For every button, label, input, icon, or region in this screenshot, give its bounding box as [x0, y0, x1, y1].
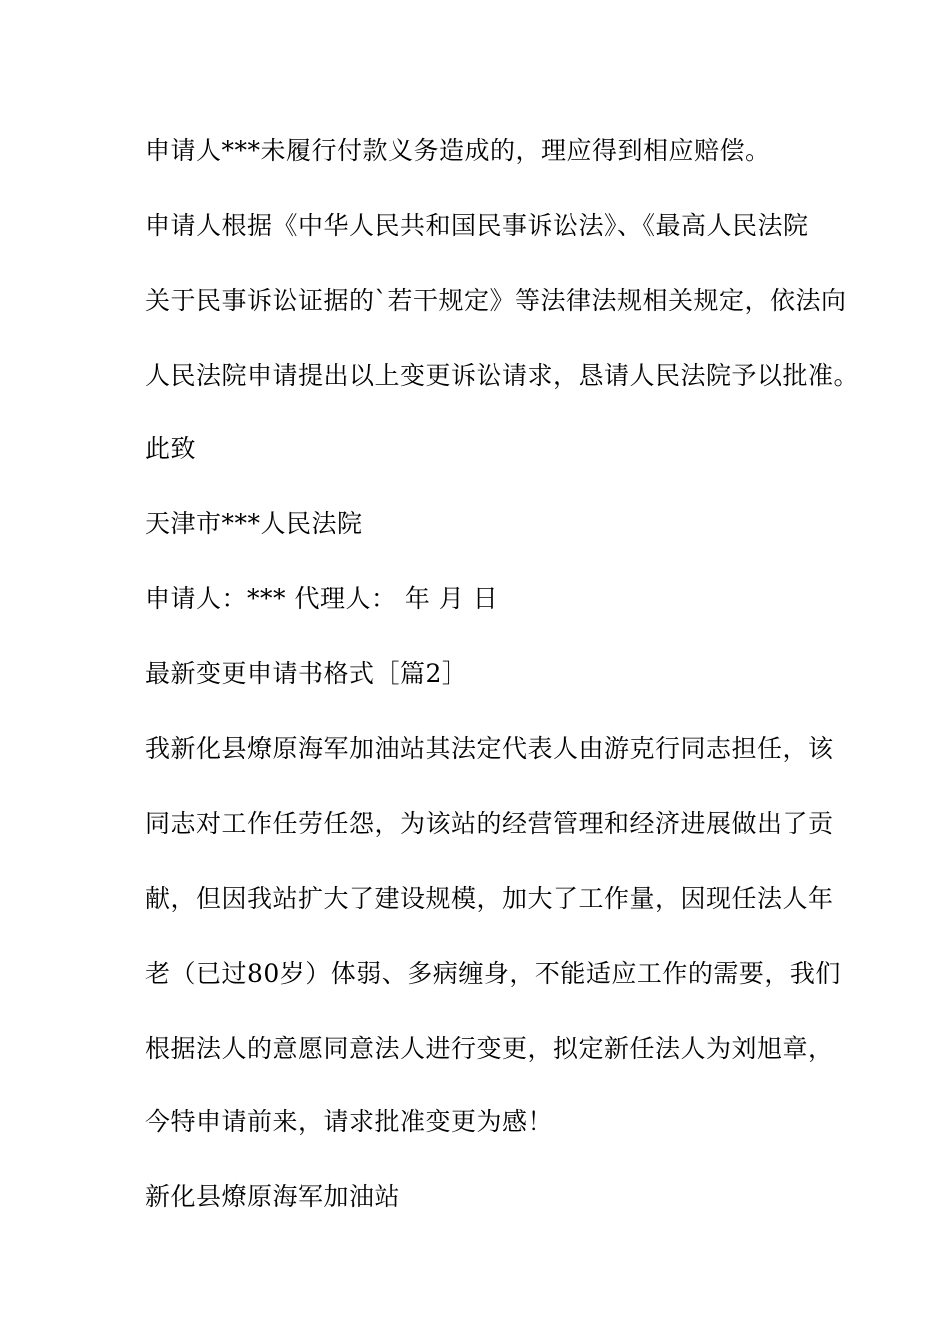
salutation: 此致: [145, 434, 197, 463]
recipient-court: 天津市***人民法院: [145, 509, 363, 538]
section-heading: 最新变更申请书格式［篇2］: [145, 659, 468, 688]
paragraph-line: 申请人***未履行付款义务造成的，理应得到相应赔偿。: [145, 136, 771, 165]
paragraph-line: 关于民事诉讼证据的`若干规定》等法律法规相关规定，依法向: [145, 286, 847, 315]
paragraph-line: 人民法院申请提出以上变更诉讼请求，恳请人民法院予以批准。: [145, 361, 860, 390]
organization-name: 新化县燎原海军加油站: [145, 1182, 401, 1211]
paragraph-line: 献，但因我站扩大了建设规模，加大了工作量，因现任法人年: [145, 884, 834, 913]
paragraph-line: 我新化县燎原海军加油站其法定代表人由游克行同志担任，该: [145, 734, 834, 763]
paragraph-line: 同志对工作任劳任怨，为该站的经营管理和经济进展做出了贡: [145, 809, 834, 838]
paragraph-line: 老（已过80岁）体弱、多病缠身，不能适应工作的需要，我们: [145, 959, 841, 988]
signature-line: 申请人：*** 代理人： 年 月 日: [145, 584, 499, 613]
paragraph-line: 申请人根据《中华人民共和国民事诉讼法》、《最高人民法院: [145, 211, 809, 240]
paragraph-line: 今特申请前来，请求批准变更为感！: [145, 1107, 554, 1136]
paragraph-line: 根据法人的意愿同意法人进行变更，拟定新任法人为刘旭章，: [145, 1034, 834, 1063]
